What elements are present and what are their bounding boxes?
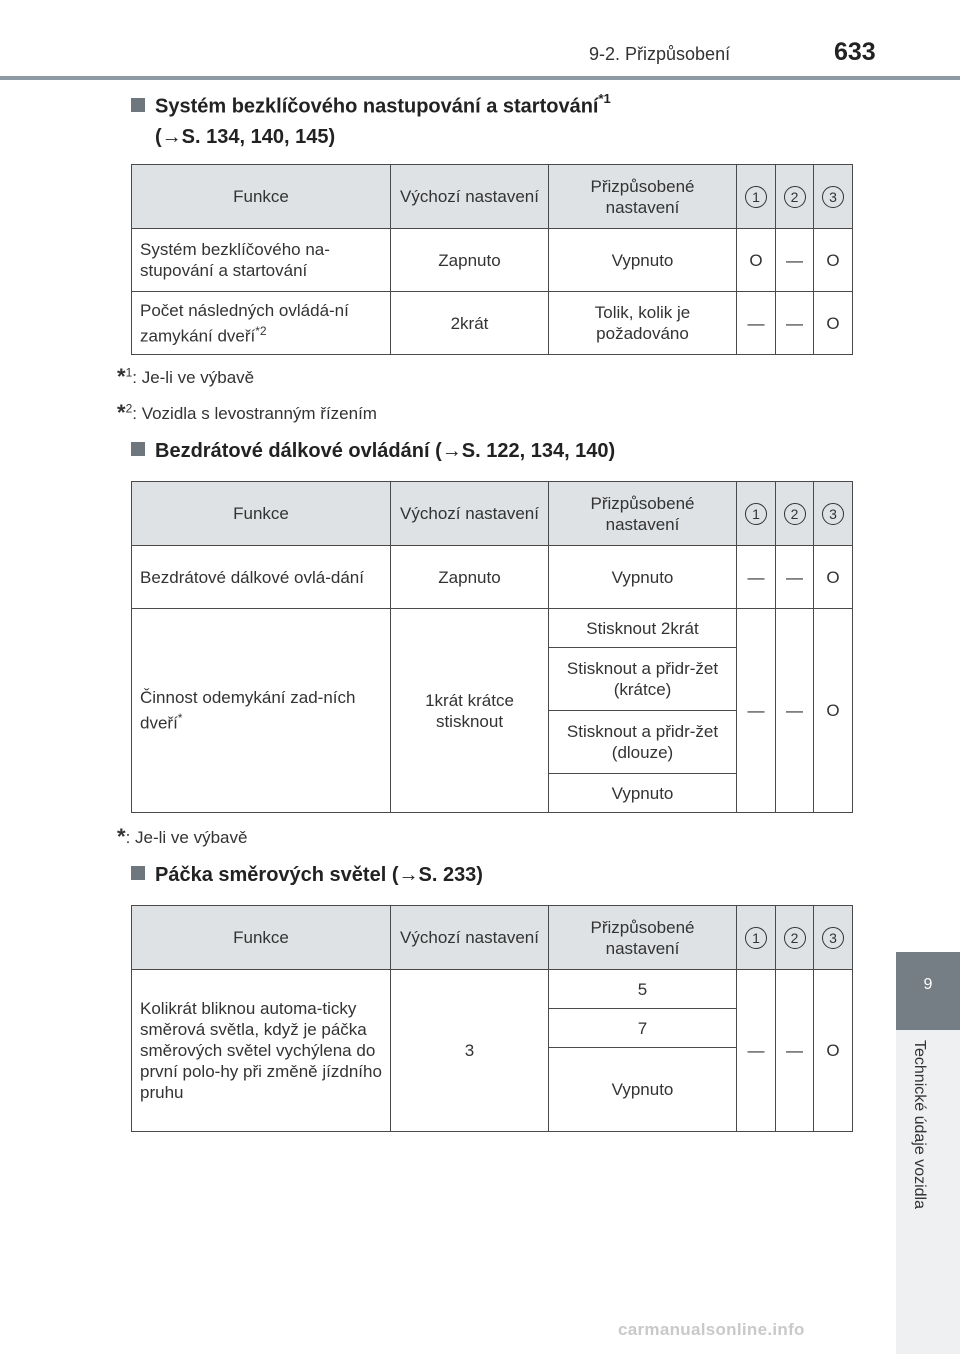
table-row xyxy=(132,970,853,1009)
cell-prizpusobene: Vypnuto xyxy=(549,546,737,609)
cell-funkce-text: Činnost odemykání zad-ních dveří xyxy=(140,688,356,733)
cell-funkce xyxy=(132,292,391,355)
cell-option: Stisknout a přidr-žet (krátce) xyxy=(549,648,737,711)
footnote-asterisk: * xyxy=(117,400,126,425)
cell-vychozi: Zapnuto xyxy=(391,229,549,292)
footnote-text: : Je-li ve výbavě xyxy=(132,368,255,387)
col-2 xyxy=(776,482,814,546)
col-2 xyxy=(776,165,814,229)
section3-title: Páčka směrových světel (→S. 233) xyxy=(155,864,483,886)
cell-funkce xyxy=(132,609,391,813)
cell-prizpusobene: Vypnuto xyxy=(549,229,737,292)
section1-heading xyxy=(131,88,611,120)
chapter-number: 9 xyxy=(923,976,933,993)
cell-2: — xyxy=(776,292,814,355)
cell-funkce: Systém bezklíčového na-stupování a startování xyxy=(132,229,391,292)
cell-option: Stisknout a přidr-žet (dlouze) xyxy=(549,711,737,774)
cell-3: O xyxy=(814,229,853,292)
chapter-tab[interactable] xyxy=(896,952,960,1030)
col-vychozi: Výchozí nastavení xyxy=(391,482,549,546)
col-1 xyxy=(737,165,776,229)
footnote-marker: * xyxy=(177,711,183,726)
cell-1: O xyxy=(737,229,776,292)
circled-1-icon: 1 xyxy=(745,186,767,208)
cell-3: O xyxy=(814,970,853,1132)
circled-3-icon: 3 xyxy=(822,186,844,208)
table-header-row xyxy=(132,165,853,229)
section3-heading xyxy=(131,862,483,888)
table-row xyxy=(132,229,853,292)
table-row xyxy=(132,609,853,648)
table-header-row xyxy=(132,906,853,970)
col-funkce: Funkce xyxy=(132,482,391,546)
section1-table xyxy=(131,164,853,355)
col-prizpusobene: Přizpůsobené nastavení xyxy=(549,906,737,970)
circled-1-icon: 1 xyxy=(745,927,767,949)
footnote-text: : Vozidla s levostranným řízením xyxy=(132,404,377,423)
table-row xyxy=(132,546,853,609)
col-funkce: Funkce xyxy=(132,165,391,229)
footnote-2 xyxy=(117,400,377,426)
cell-funkce-text: Počet následných ovládá-ní zamykání dveří xyxy=(140,300,349,346)
circled-1-icon: 1 xyxy=(745,503,767,525)
bullet-square-icon xyxy=(131,98,145,112)
col-prizpusobene: Přizpůsobené nastavení xyxy=(549,482,737,546)
circled-3-icon: 3 xyxy=(822,503,844,525)
footnote-3 xyxy=(117,824,247,850)
cell-3: O xyxy=(814,546,853,609)
col-3 xyxy=(814,482,853,546)
table-header-row xyxy=(132,482,853,546)
cell-option: 7 xyxy=(549,1009,737,1048)
circled-2-icon: 2 xyxy=(784,927,806,949)
footnote-1 xyxy=(117,364,254,390)
cell-funkce: Bezdrátové dálkové ovlá-dání xyxy=(132,546,391,609)
footnote-text: : Je-li ve výbavě xyxy=(125,828,248,847)
cell-2: — xyxy=(776,229,814,292)
cell-3: O xyxy=(814,609,853,813)
section1-title-marker: *1 xyxy=(598,91,611,106)
cell-option: 5 xyxy=(549,970,737,1009)
footnote-number: 1 xyxy=(125,365,133,380)
col-funkce: Funkce xyxy=(132,906,391,970)
bullet-square-icon xyxy=(131,866,145,880)
header-section: 9-2. Přizpůsobení xyxy=(589,44,731,64)
header-rule xyxy=(0,76,960,80)
col-vychozi: Výchozí nastavení xyxy=(391,165,549,229)
footnote-number: 2 xyxy=(125,401,133,416)
circled-2-icon: 2 xyxy=(784,186,806,208)
cell-vychozi: 3 xyxy=(391,970,549,1132)
table-row xyxy=(132,292,853,355)
cell-vychozi: 2krát xyxy=(391,292,549,355)
footnote-asterisk: * xyxy=(117,364,126,389)
footnote-marker: *2 xyxy=(255,323,267,338)
col-vychozi: Výchozí nastavení xyxy=(391,906,549,970)
cell-3: O xyxy=(814,292,853,355)
cell-1: — xyxy=(737,546,776,609)
section1-ref: (→S. 134, 140, 145) xyxy=(155,126,336,148)
cell-1: — xyxy=(737,970,776,1132)
footnote-asterisk: * xyxy=(117,824,126,849)
circled-3-icon: 3 xyxy=(822,927,844,949)
cell-funkce: Kolikrát bliknou automa-ticky směrová světla, když je páčka směrových světel vychýlena do první polo-hy při změně jízdního pruhu xyxy=(132,970,391,1132)
bullet-square-icon xyxy=(131,442,145,456)
cell-option: Vypnuto xyxy=(549,1048,737,1132)
cell-prizpusobene: Tolik, kolik je požadováno xyxy=(549,292,737,355)
section2-heading xyxy=(131,438,615,464)
chapter-title: Technické údaje vozidla xyxy=(911,1040,928,1209)
watermark: carmanualsonline.info xyxy=(618,1320,805,1339)
col-1 xyxy=(737,482,776,546)
cell-2: — xyxy=(776,609,814,813)
circled-2-icon: 2 xyxy=(784,503,806,525)
cell-1: — xyxy=(737,292,776,355)
cell-2: — xyxy=(776,970,814,1132)
cell-1: — xyxy=(737,609,776,813)
section2-table xyxy=(131,481,853,813)
col-3 xyxy=(814,165,853,229)
cell-vychozi: Zapnuto xyxy=(391,546,549,609)
col-3 xyxy=(814,906,853,970)
cell-option: Vypnuto xyxy=(549,774,737,813)
col-1 xyxy=(737,906,776,970)
section2-title: Bezdrátové dálkové ovládání (→S. 122, 134, 140) xyxy=(155,440,616,462)
cell-option: Stisknout 2krát xyxy=(549,609,737,648)
section1-title: Systém bezklíčového nastupování a startování xyxy=(155,95,599,118)
cell-2: — xyxy=(776,546,814,609)
page-number: 633 xyxy=(834,38,876,66)
section3-table xyxy=(131,905,853,1132)
col-2 xyxy=(776,906,814,970)
cell-vychozi: 1krát krátce stisknout xyxy=(391,609,549,813)
col-prizpusobene: Přizpůsobené nastavení xyxy=(549,165,737,229)
